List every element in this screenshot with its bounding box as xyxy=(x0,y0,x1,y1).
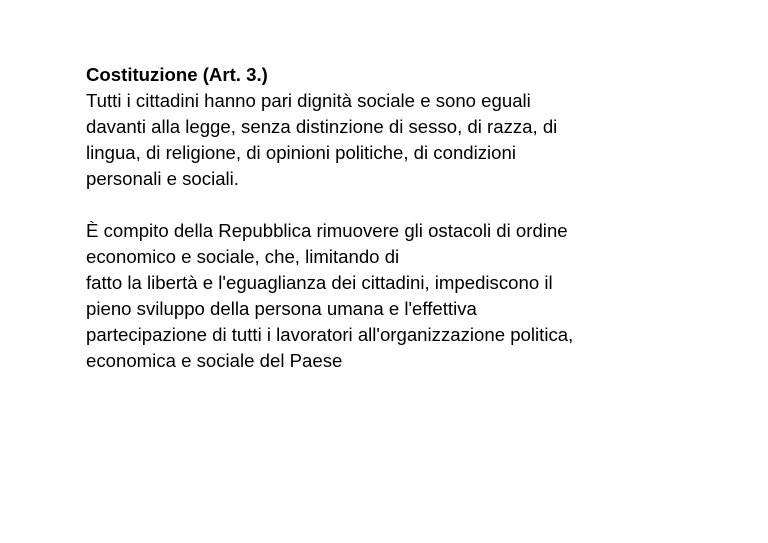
paragraph-1-line: davanti alla legge, senza distinzione di sesso, di razza, di xyxy=(86,116,558,137)
paragraph-1-line: Tutti i cittadini hanno pari dignità sociale e sono eguali xyxy=(86,90,531,111)
paragraph-1-line: lingua, di religione, di opinioni politiche, di condizioni xyxy=(86,142,516,163)
paragraph-1 xyxy=(86,88,746,192)
paragraph-2-line: economico e sociale, che, limitando di xyxy=(86,246,400,267)
paragraph-2 xyxy=(86,218,746,374)
article-title: Costituzione (Art. 3.) xyxy=(86,64,268,85)
paragraph-2-line: fatto la libertà e l'eguaglianza dei cittadini, impediscono il xyxy=(86,272,553,293)
paragraph-spacer xyxy=(86,192,746,218)
paragraph-2-line: pieno sviluppo della persona umana e l'effettiva xyxy=(86,298,477,319)
paragraph-1-line: personali e sociali. xyxy=(86,168,239,189)
paragraph-2-line: economica e sociale del Paese xyxy=(86,350,343,371)
article-text xyxy=(86,62,746,374)
paragraph-2-line: partecipazione di tutti i lavoratori all'organizzazione politica, xyxy=(86,324,574,345)
paragraph-2-line: È compito della Repubblica rimuovere gli ostacoli di ordine xyxy=(86,220,568,241)
